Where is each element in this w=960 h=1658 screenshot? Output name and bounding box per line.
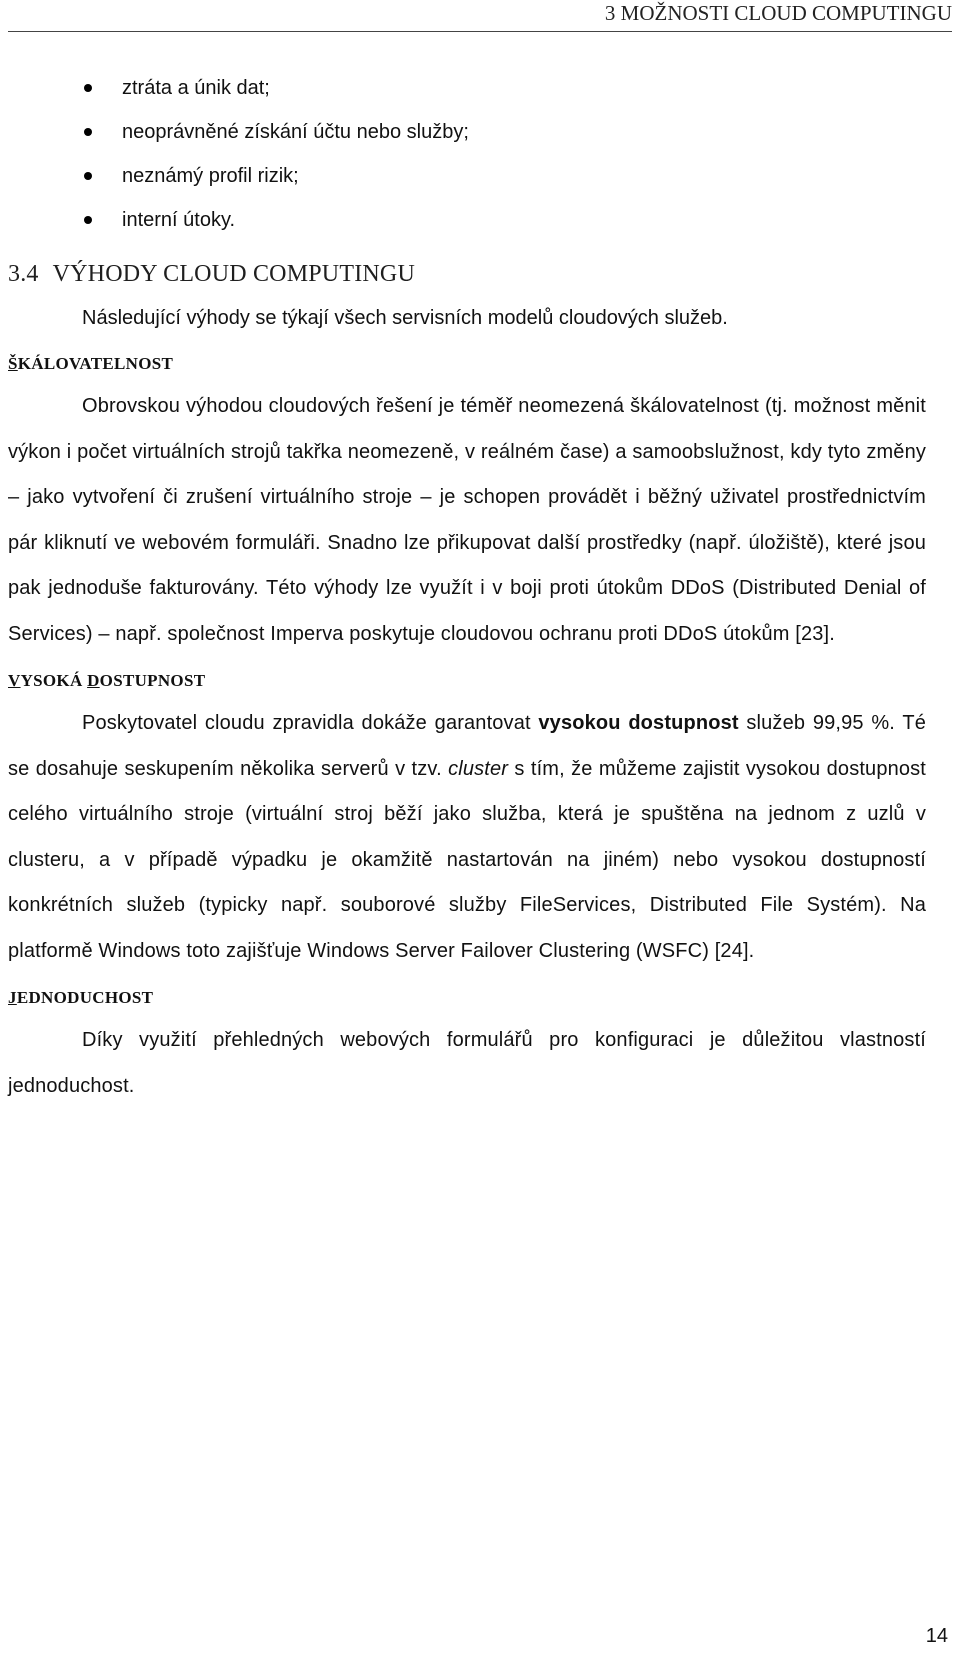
section-title: VÝHODY CLOUD COMPUTINGU	[52, 261, 415, 287]
section-intro: Následující výhody se týkají všech servisních modelů cloudových služeb.	[82, 307, 728, 329]
list-item: neoprávněné získání účtu nebo služby;	[8, 110, 926, 154]
bullet-icon	[84, 216, 92, 224]
paragraph-scalability: Obrovskou výhodou cloudových řešení je téměř neomezená škálovatelnost (tj. možnost měnit výkon i počet virtuálních strojů takřka neomezeně, v reálném čase) a samoobslužnost, kdy tyto změny – jako vytvoření či zrušení virtuálního stroje – je schopen provádět i běžný uživatel prostřednictvím pár kliknutí ve webovém formuláři. Snadno lze přikupovat další prostředky (např. úložiště), které jsou pak jednoduše fakturovány. Této výhody lze využít i v boji proti útokům DDoS (Distributed Denial of Services) – např. společnost Imperva poskytuje cloudovou ochranu proti DDoS útokům [23].	[8, 395, 926, 645]
bullet-icon	[84, 84, 92, 92]
subheading-scalability: ŠKÁLOVATELNOST	[8, 354, 174, 373]
list-item: interní útoky.	[8, 198, 926, 242]
running-header: 3 MOŽNOSTI CLOUD COMPUTINGU	[604, 1, 952, 25]
emphasis-bold: vysokou dostupnost	[538, 712, 739, 734]
section-number: 3.4	[8, 261, 39, 287]
page-number: 14	[925, 1625, 948, 1647]
list-item: neznámý profil rizik;	[8, 154, 926, 198]
header-divider	[8, 31, 952, 32]
section-heading	[8, 258, 926, 290]
bullet-icon	[84, 128, 92, 136]
risk-bullet-list	[8, 66, 926, 242]
emphasis-italic: cluster	[448, 757, 509, 780]
subheading-simplicity: JEDNODUCHOST	[8, 988, 154, 1007]
paragraph-simplicity: Díky využití přehledných webových formulářů pro konfiguraci je důležitou vlastností jednoduchost.	[8, 1029, 926, 1097]
bullet-icon	[84, 172, 92, 180]
paragraph-availability: Poskytovatel cloudu zpravidla dokáže garantovat vysokou dostupnost služeb 99,95 %. Té se dosahuje seskupením několika serverů v tzv. cluster s tím, že můžeme zajistit vysokou dostupnost celého virtuálního stroje (virtuální stroj běží jako služba, která je spuštěna na jednom z uzlů v clusteru, a v případě výpadku je okamžitě nastartován na jiném) nebo vysokou dostupností konkrétních služeb (typicky např. souborové služby FileServices, Distributed File Systém). Na platformě Windows toto zajišťuje Windows Server Failover Clustering (WSFC) [24].	[8, 712, 927, 962]
subheading-availability: VYSOKÁ DOSTUPNOST	[8, 671, 206, 690]
list-item: ztráta a únik dat;	[8, 66, 926, 110]
page-content	[8, 66, 926, 1109]
